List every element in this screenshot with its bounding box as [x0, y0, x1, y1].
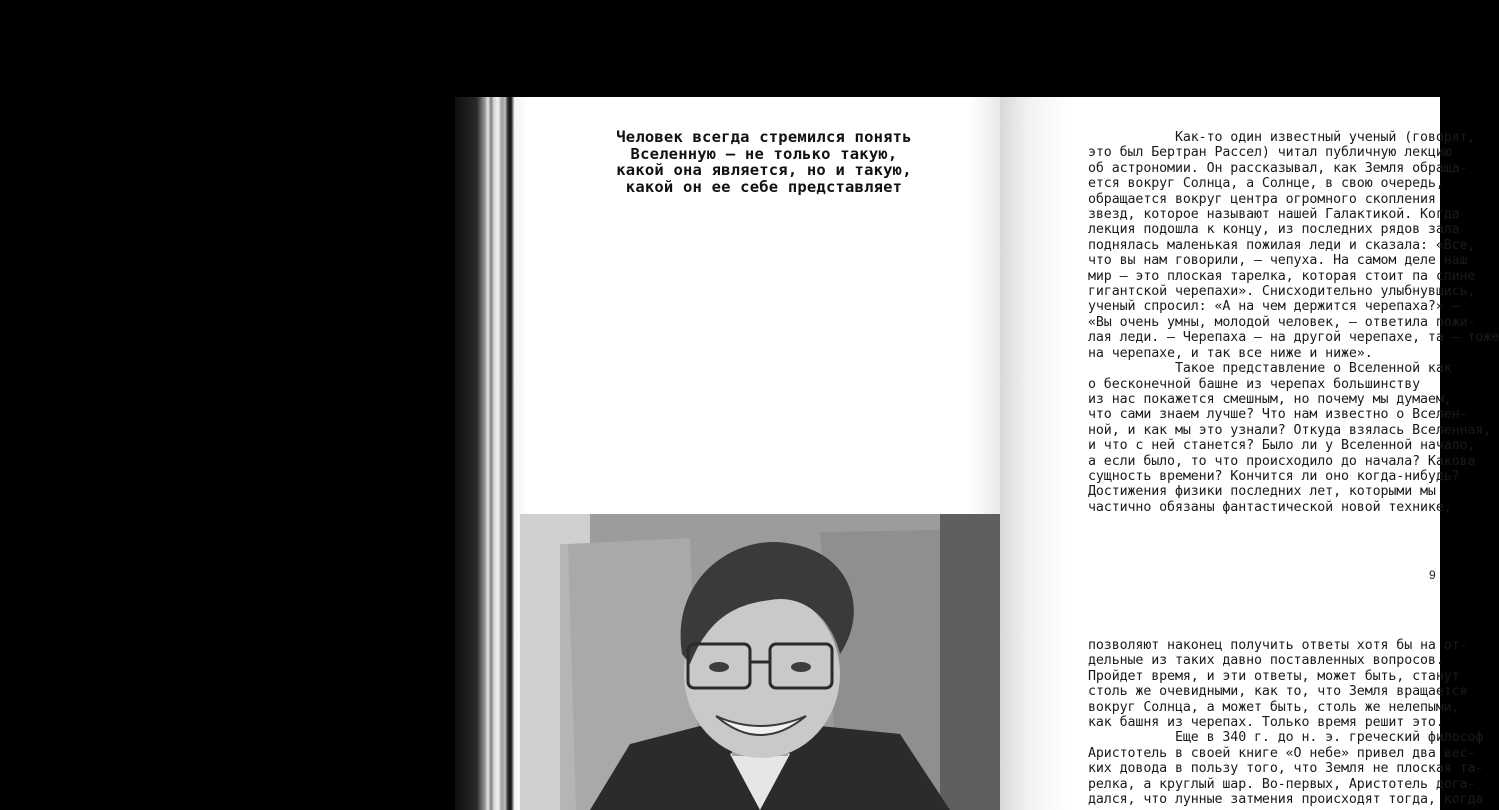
- right-page-text-bottom: позволяют наконец получить ответы хотя бы на от- дельные из таких давно поставленных вопросов. Пройдет время, и эти ответы, может быть, станут столь же очевидными, как то, что Земля вращается вокруг Солнца, а может быть, столь же нелепыми, как башня из черепах. Только время решит это. Еще в 340 г. до н. э. греческий философ Аристотель в своей книге «О небе» привел два вес- ких довода в пользу того, что Земля не плоская та- релка, а круглый шар. Во-первых, Аристотель дога- дался, что лунные затмения происходят тогда, когда: [1088, 638, 1484, 808]
- portrait-photo: [520, 514, 1000, 810]
- right-page-text-top: Как-то один известный ученый (говорят, это был Бертран Рассел) читал публичную лекцию об астрономии. Он рассказывал, как Земля обраща- ется вокруг Солнца, а Солнце, в свою очередь, обращается вокруг центра огромного скопления звезд, которое называют нашей Галактикой. Когда лекция подошла к концу, из последних рядов зала поднялась маленькая пожилая леди и сказала: «Все, что вы нам говорили, – чепуха. На самом деле наш мир – это плоская тарелка, которая стоит па спине гигантской черепахи». Снисходительно улыбнувшись, ученый спросил: «А на чем держится черепаха?» – «Вы очень умны, молодой человек, – ответила пожи- лая леди. – Черепаха – на другой черепахе, та – тоже на черепахе, и так все ниже и ниже». Такое представление о Вселенной как о бесконечной башне из черепах большинству из нас покажется смешным, но почему мы думаем, что сами знаем лучше? Что нам известно о Вселен- ной, и как мы это узнали? Откуда взялась Вселенная, и что с ней станется? Было ли у Вселенной начало, а если было, то что происходило до начала? Какова сущность времени? Кончится ли оно когда-нибудь? Достижения физики последних лет, которыми мы частично обязаны фантастической новой технике,: [1088, 130, 1499, 515]
- right-page: [1000, 97, 1499, 810]
- book-page-edge: [455, 97, 517, 810]
- left-page-heading: Человек всегда стремился понять Вселенную — не только такую, какой она является, но и такую, какой он ее себе представляет: [616, 128, 912, 196]
- right-page-number: 9: [1429, 568, 1436, 582]
- portrait-illustration: [520, 514, 1000, 810]
